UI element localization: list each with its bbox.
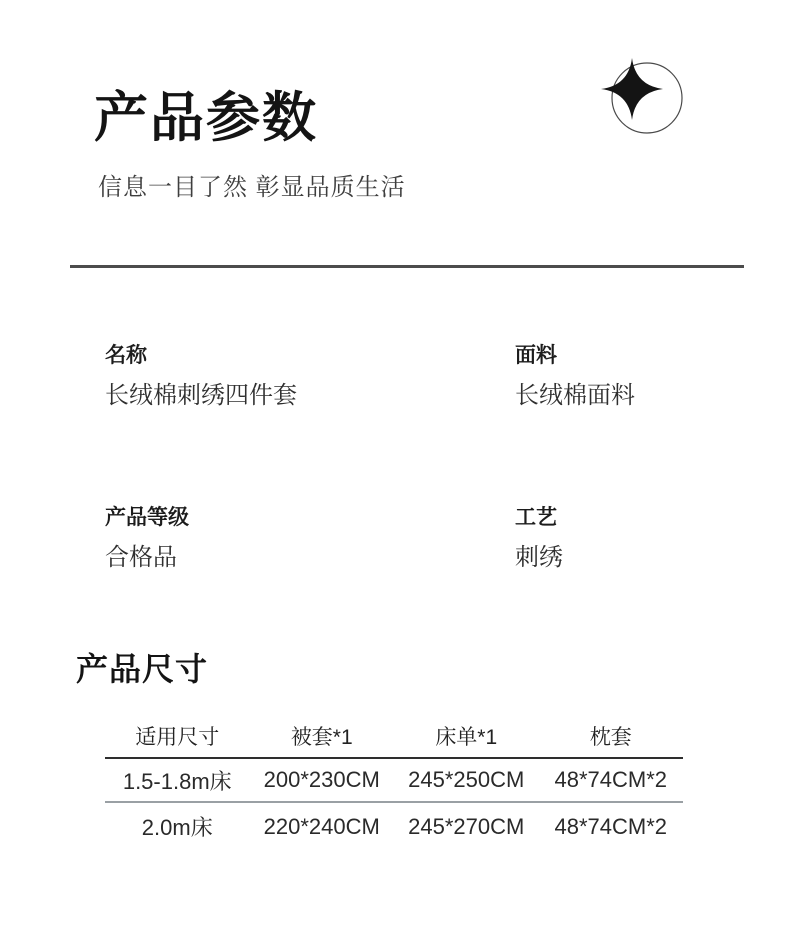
size-table-cell: 200*230CM — [263, 767, 380, 792]
size-table-cell: 48*74CM*2 — [554, 813, 667, 839]
spec-label: 产品等级 — [105, 506, 189, 529]
size-table-cell: 2.0m床 — [141, 815, 213, 840]
header-divider — [70, 265, 744, 268]
size-table-row — [105, 803, 683, 850]
spec-value: 长绒棉面料 — [515, 382, 635, 410]
size-table-row — [105, 759, 683, 803]
size-table-cell: 245*270CM — [408, 813, 525, 839]
size-table-header-cell: 被套*1 — [290, 725, 353, 749]
size-table-header-cell: 适用尺寸 — [135, 725, 220, 749]
spec-item-fabric — [515, 344, 790, 410]
size-table-header-cell: 床单*1 — [435, 725, 498, 749]
size-table-cell: 48*74CM*2 — [554, 767, 667, 792]
size-table-cell: 245*250CM — [408, 767, 525, 792]
spec-label: 工艺 — [515, 506, 557, 529]
spec-value: 长绒棉刺绣四件套 — [105, 382, 297, 410]
section-title-dimensions: 产品尺寸 — [76, 651, 209, 687]
spec-item-name — [105, 344, 485, 410]
spec-value: 合格品 — [105, 544, 177, 572]
sparkle-icon — [598, 52, 698, 144]
spec-item-craft — [515, 506, 790, 572]
spec-item-grade — [105, 506, 485, 572]
page-subtitle: 信息一目了然 彰显品质生活 — [98, 174, 406, 201]
size-table — [105, 714, 683, 850]
size-table-cell: 1.5-1.8m床 — [122, 768, 232, 794]
size-table-header — [105, 714, 683, 759]
page-title: 产品参数 — [94, 88, 318, 148]
spec-label: 名称 — [105, 344, 147, 367]
size-table-header-cell: 枕套 — [589, 725, 632, 749]
spec-value: 刺绣 — [515, 544, 563, 572]
size-table-cell: 220*240CM — [263, 813, 380, 839]
spec-label: 面料 — [515, 344, 557, 367]
